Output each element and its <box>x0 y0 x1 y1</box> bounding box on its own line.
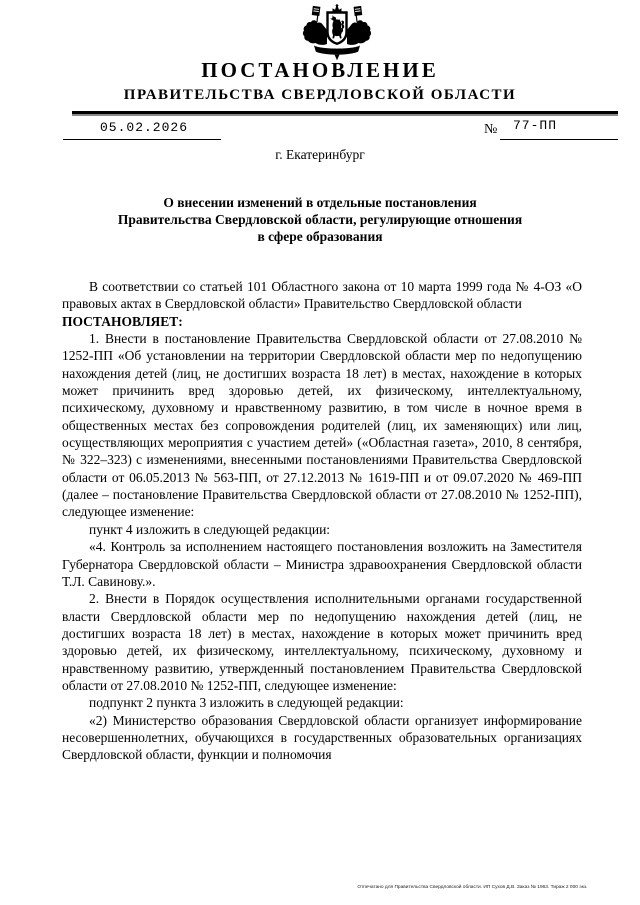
decree-heading <box>0 194 640 245</box>
document-subtitle: ПРАВИТЕЛЬСТВА СВЕРДЛОВСКОЙ ОБЛАСТИ <box>123 87 517 103</box>
body-paragraph: В соответствии со статьей 101 Областного закона от 10 марта 1999 года № 4-ОЗ «О правовых актах в Свердловской области» Правительство Свердловской области <box>62 279 582 312</box>
body-paragraph: «2) Министерство образования Свердловской области организует информирование несовершеннолетних, обучающихся в государственных образовательных организациях Свердловской области, функции и полномочия <box>62 712 582 763</box>
city-line: г. Екатеринбург <box>275 147 365 162</box>
heading-line: Правительства Свердловской области, регулирующие отношения <box>117 212 523 227</box>
body-paragraph: ПОСТАНОВЛЯЕТ: <box>62 313 183 329</box>
header-rule <box>72 111 618 116</box>
decree-date: 05.02.2026 <box>100 120 189 135</box>
body-paragraph: 2. Внести в Порядок осуществления исполнительными органами государственной власти Свердловской области мер по недопущению нахождения детей (лиц, не достигших возраста 18 лет) в местах, нахождение в которых может причинить вред здоровью детей, их физическому, интеллектуальному, психическому, духовному и нравственному развитию, утвержденный постановлением Правительства Свердловской области от 27.08.2010 № 1252-ПП, следующее изменение: <box>62 591 582 693</box>
decree-body <box>62 278 582 764</box>
sverdlovsk-coat-of-arms-icon <box>301 3 373 61</box>
number-underline <box>500 139 618 140</box>
body-paragraph: подпункт 2 пункта 3 изложить в следующей редакции: <box>89 695 404 711</box>
emblem-container <box>0 3 640 61</box>
body-paragraph: 1. Внести в постановление Правительства Свердловской области от 27.08.2010 № 1252-ПП «Об установлении на территории Свердловской области мер по недопущению нахождения детей (лиц, не достигших возраста 18 лет) в местах, нахождение в которых может причинить вред здоровью детей, их физическому, интеллектуальному, психическому, духовному и нравственному развитию, в том числе в ночное время в общественных местах без сопровождения родителей (лиц, их заменяющих) или лиц, осуществляющих мероприятия с участием детей» («Областная газета», 2010, 8 сентября, № 322–323) с изменениями, внесенными постановлениями Правительства Свердловской области от 06.05.2013 № 563-ПП, от 27.12.2013 № 1619-ПП и от 09.07.2020 № 469-ПП (далее – постановление Правительства Свердловской области от 27.08.2010 № 1252-ПП), следующее изменение: <box>62 331 582 520</box>
decree-number: 77-ПП <box>513 118 558 133</box>
print-footer: Отпечатано для Правительства Свердловской области. ИП Сухов Д.В. Заказ № 1963. Тираж 2 000 экз. <box>356 884 587 890</box>
heading-line: в сфере образования <box>257 229 383 244</box>
date-underline <box>63 139 221 140</box>
number-label: № <box>484 122 498 137</box>
body-paragraph: «4. Контроль за исполнением настоящего постановления возложить на Заместителя Губернатора Свердловской области – Министра здравоохранения Свердловской области Т.Л. Савинову.». <box>62 539 582 589</box>
heading-line: О внесении изменений в отдельные постановления <box>163 195 477 210</box>
body-paragraph: пункт 4 изложить в следующей редакции: <box>89 521 331 537</box>
document-title: ПОСТАНОВЛЕНИЕ <box>201 58 439 82</box>
